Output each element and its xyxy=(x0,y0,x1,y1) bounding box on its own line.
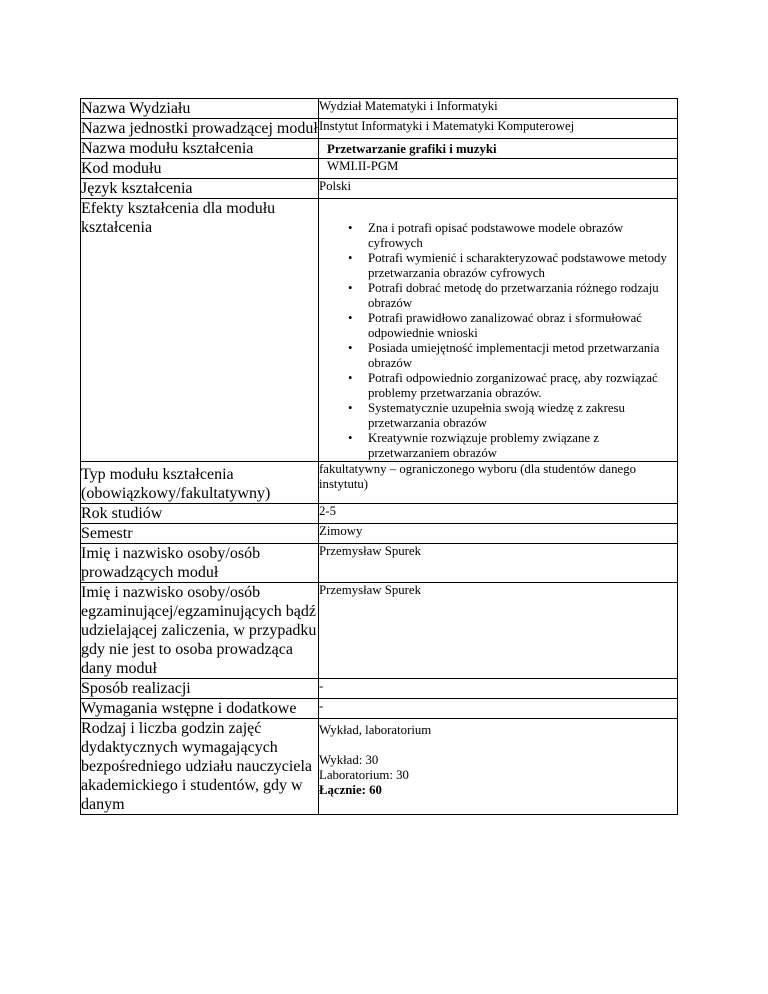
module-name-value: Przetwarzanie grafiki i muzyki xyxy=(319,139,678,159)
prerequisites-value: - xyxy=(319,699,678,719)
list-item: • Potrafi wymienić i scharakteryzować podstawowe metody przetwarzania obrazów cyfrowych xyxy=(327,251,677,281)
hours-types: Wykład, laboratorium xyxy=(319,723,432,737)
table-row xyxy=(81,699,678,719)
list-item: • Posiada umiejętność implementacji metod przetwarzania obrazów xyxy=(327,341,677,371)
effects-label: Efekty kształcenia dla modułu kształcenia xyxy=(81,199,319,462)
table-row xyxy=(81,119,678,139)
lecturers-value: Przemysław Spurek xyxy=(319,544,678,583)
language-value: Polski xyxy=(319,179,678,199)
list-item: • Zna i potrafi opisać podstawowe modele obrazów cyfrowych xyxy=(327,221,677,251)
hours-total: Łącznie: 60 xyxy=(319,783,382,797)
table-row xyxy=(81,139,678,159)
hours-lab: Laboratorium: 30 xyxy=(319,768,409,782)
table-row xyxy=(81,583,678,679)
language-label: Język kształcenia xyxy=(81,179,319,199)
table-row xyxy=(81,679,678,699)
list-item: • Potrafi prawidłowo zanalizować obraz i sformułować odpowiednie wnioski xyxy=(327,311,677,341)
year-label: Rok studiów xyxy=(81,504,319,524)
semester-label: Semestr xyxy=(81,524,319,544)
module-type-label: Typ modułu kształcenia (obowiązkowy/fakultatywny) xyxy=(81,462,319,504)
faculty-label: Nazwa Wydziału xyxy=(81,99,319,119)
faculty-value: Wydział Matematyki i Informatyki xyxy=(319,99,678,119)
year-value: 2-5 xyxy=(319,504,678,524)
list-item: • Systematycznie uzupełnia swoją wiedzę z zakresu przetwarzania obrazów xyxy=(327,401,677,431)
table-row xyxy=(81,504,678,524)
list-item: • Potrafi dobrać metodę do przetwarzania różnego rodzaju obrazów xyxy=(327,281,677,311)
module-code-value: WMI.II-PGM xyxy=(319,159,678,179)
table-row xyxy=(81,179,678,199)
delivery-label: Sposób realizacji xyxy=(81,679,319,699)
unit-label: Nazwa jednostki prowadzącej moduł xyxy=(81,120,318,137)
module-name-label: Nazwa modułu kształcenia xyxy=(81,139,319,159)
module-type-value: fakultatywny – ograniczonego wyboru (dla studentów danego instytutu) xyxy=(319,462,678,504)
hours-value xyxy=(319,719,678,815)
unit-value: Instytut Informatyki i Matematyki Komputerowej xyxy=(319,119,678,139)
hours-label: Rodzaj i liczba godzin zajęć dydaktycznych wymagających bezpośredniego udziału nauczyciela akademickiego i studentów, gdy w danym xyxy=(81,719,319,815)
table-row xyxy=(81,719,678,815)
list-item: • Kreatywnie rozwiązuje problemy związane z przetwarzaniem obrazów xyxy=(327,431,677,461)
semester-value: Zimowy xyxy=(319,524,678,544)
table-row xyxy=(81,199,678,462)
module-info-table xyxy=(80,98,678,815)
table-row xyxy=(81,544,678,583)
hours-lecture: Wykład: 30 xyxy=(319,753,379,767)
lecturers-label: Imię i nazwisko osoby/osób prowadzących moduł xyxy=(81,544,319,583)
effects-value xyxy=(319,199,678,462)
table-row xyxy=(81,99,678,119)
effects-list xyxy=(319,221,677,461)
module-code-label: Kod modułu xyxy=(81,159,319,179)
examiners-label: Imię i nazwisko osoby/osób egzaminującej/egzaminujących bądź udzielającej zaliczenia, w przypadku gdy nie jest to osoba prowadząca dany moduł xyxy=(81,583,319,679)
examiners-value: Przemysław Spurek xyxy=(319,583,678,679)
table-row xyxy=(81,524,678,544)
prerequisites-label: Wymagania wstępne i dodatkowe xyxy=(81,699,319,719)
table-row xyxy=(81,462,678,504)
delivery-value: - xyxy=(319,679,678,699)
list-item: • Potrafi odpowiednio zorganizować pracę, aby rozwiązać problemy przetwarzania obrazów. xyxy=(327,371,677,401)
table-row xyxy=(81,159,678,179)
